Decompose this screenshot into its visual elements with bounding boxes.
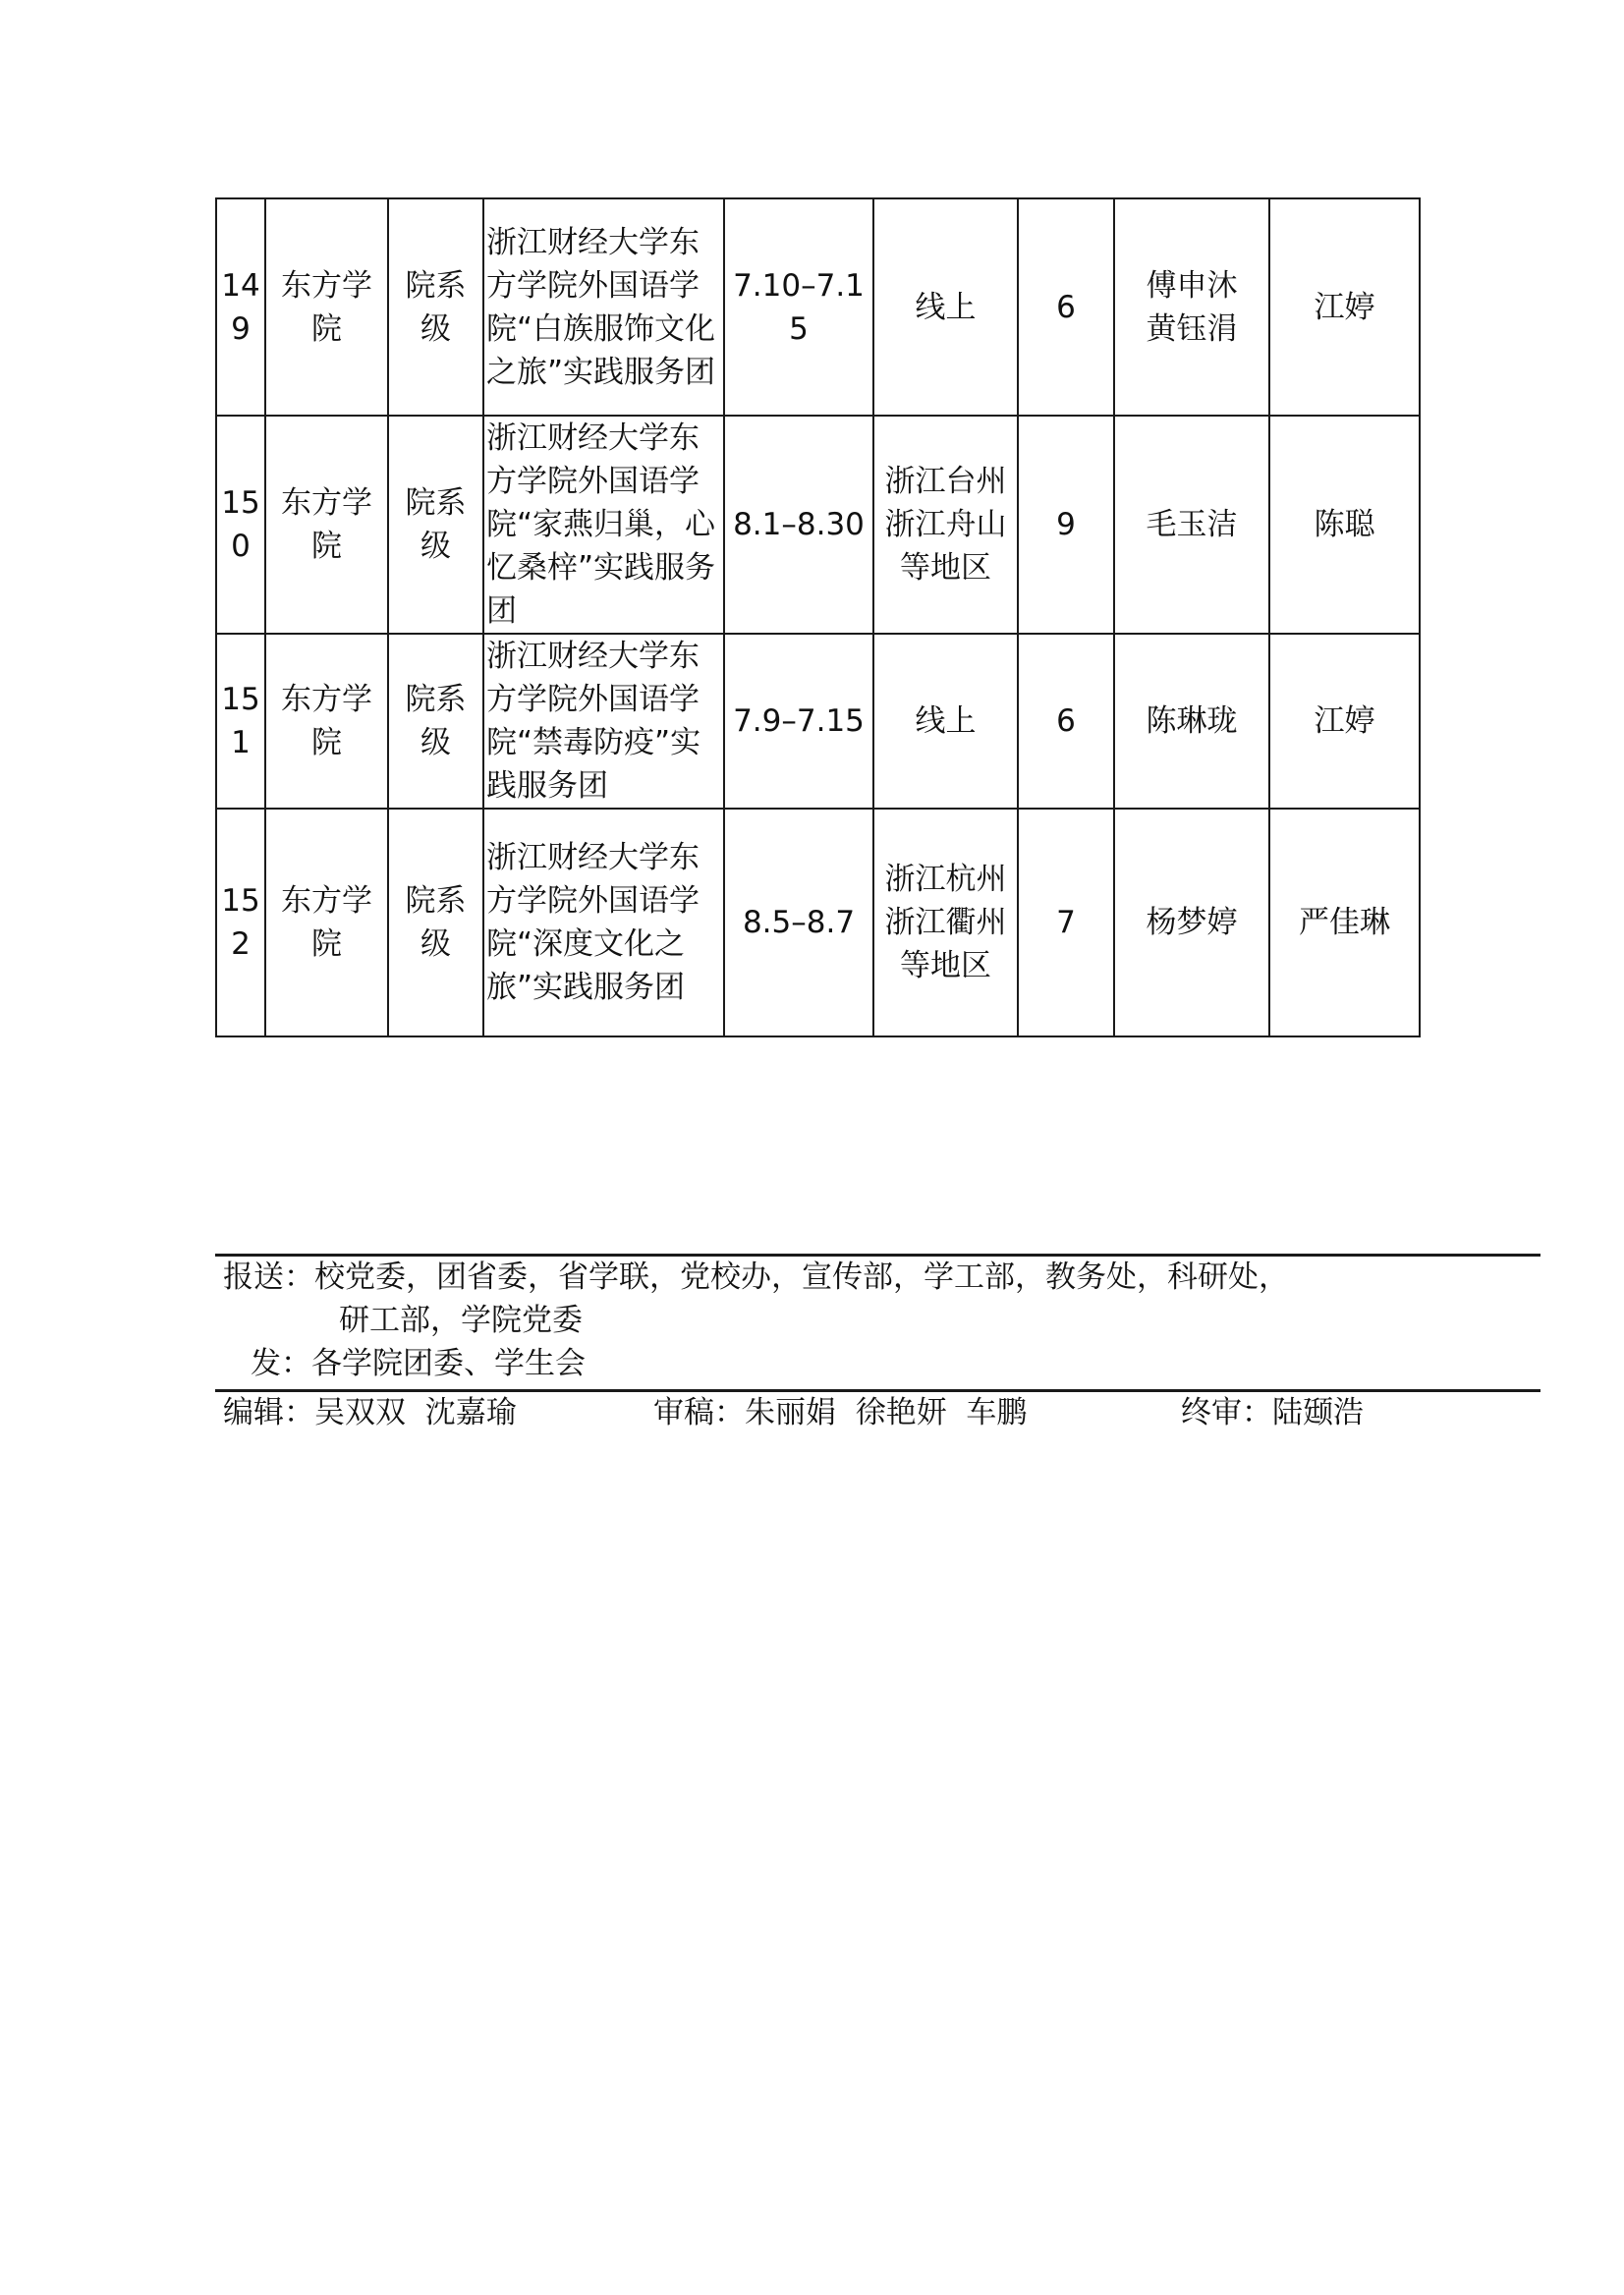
level-cell: 院系级 <box>388 809 483 1036</box>
count-cell: 9 <box>1018 416 1114 634</box>
report-label: 报送： <box>223 1259 314 1295</box>
place-cell: 线上 <box>873 634 1018 809</box>
place-cell: 线上 <box>873 198 1018 416</box>
send-label: 发： <box>251 1346 311 1381</box>
time-cell: 8.5–8.7 <box>724 809 873 1036</box>
leader-cell: 毛玉洁 <box>1114 416 1269 634</box>
level-cell: 院系级 <box>388 416 483 634</box>
report-line-2 <box>339 1299 583 1342</box>
team-name-cell: 浙江财经大学东方学院外国语学院“禁毒防疫”实践服务团 <box>483 634 724 809</box>
final-credit <box>1181 1391 1364 1434</box>
team-name-cell: 浙江财经大学东方学院外国语学院“白族服饰文化之旅”实践服务团 <box>483 198 724 416</box>
editor-label: 编辑： <box>223 1395 314 1430</box>
team-name-cell: 浙江财经大学东方学院外国语学院“深度文化之旅”实践服务团 <box>483 809 724 1036</box>
row-number: 152 <box>216 809 265 1036</box>
leader-cell: 陈琳珑 <box>1114 634 1269 809</box>
table-row <box>216 198 1420 416</box>
college-cell: 东方学院 <box>265 634 388 809</box>
leader-cell: 杨梦婷 <box>1114 809 1269 1036</box>
roster-table <box>215 197 1421 1037</box>
level-cell: 院系级 <box>388 198 483 416</box>
time-cell: 7.10–7.15 <box>724 198 873 416</box>
table-row <box>216 416 1420 634</box>
level-cell: 院系级 <box>388 634 483 809</box>
send-line <box>251 1342 586 1385</box>
place-cell: 浙江台州 浙江舟山 等地区 <box>873 416 1018 634</box>
editor-credit <box>223 1391 517 1434</box>
review-credit <box>653 1391 1027 1434</box>
row-number: 151 <box>216 634 265 809</box>
advisor-cell: 严佳琳 <box>1269 809 1420 1036</box>
report-line-1 <box>223 1256 1289 1299</box>
count-cell: 6 <box>1018 198 1114 416</box>
college-cell: 东方学院 <box>265 809 388 1036</box>
review-label: 审稿： <box>653 1395 745 1430</box>
count-cell: 6 <box>1018 634 1114 809</box>
final-label: 终审： <box>1181 1395 1272 1430</box>
row-number: 149 <box>216 198 265 416</box>
leader-cell: 傅申沐 黄钰涓 <box>1114 198 1269 416</box>
advisor-cell: 江婷 <box>1269 198 1420 416</box>
place-cell: 浙江杭州 浙江衢州 等地区 <box>873 809 1018 1036</box>
report-recipients-1: 校党委，团省委，省学联，党校办，宣传部，学工部，教务处，科研处， <box>314 1259 1289 1295</box>
time-cell: 8.1–8.30 <box>724 416 873 634</box>
editor-names: 吴双双 沈嘉瑜 <box>314 1395 517 1430</box>
table-row <box>216 634 1420 809</box>
college-cell: 东方学院 <box>265 416 388 634</box>
review-names: 朱丽娟 徐艳妍 车鹏 <box>745 1395 1028 1430</box>
report-recipients-2: 研工部，学院党委 <box>339 1303 583 1338</box>
college-cell: 东方学院 <box>265 198 388 416</box>
send-recipients: 各学院团委、学生会 <box>311 1346 586 1381</box>
team-name-cell: 浙江财经大学东方学院外国语学院“家燕归巢，心忆桑梓”实践服务团 <box>483 416 724 634</box>
row-number: 150 <box>216 416 265 634</box>
count-cell: 7 <box>1018 809 1114 1036</box>
final-names: 陆颋浩 <box>1272 1395 1364 1430</box>
time-cell: 7.9–7.15 <box>724 634 873 809</box>
advisor-cell: 江婷 <box>1269 634 1420 809</box>
table-row <box>216 809 1420 1036</box>
advisor-cell: 陈聪 <box>1269 416 1420 634</box>
